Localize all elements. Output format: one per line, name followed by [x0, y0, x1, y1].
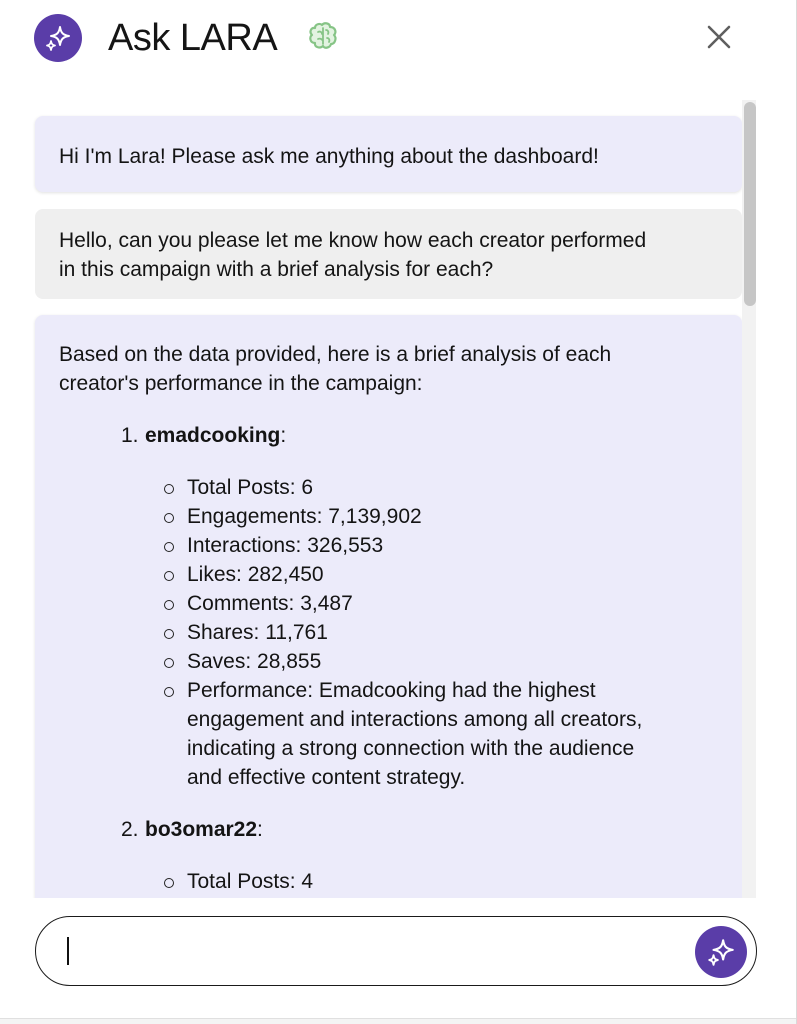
bullet	[164, 629, 174, 639]
message-text: Hi I'm Lara! Please ask me anything about the dashboard!	[59, 145, 599, 168]
performance-line: and effective content strategy.	[187, 766, 466, 789]
bot-message	[35, 315, 742, 898]
bullet	[164, 571, 174, 581]
performance-line: indicating a strong connection with the audience	[187, 737, 635, 760]
creator-name-suffix: :	[280, 424, 287, 447]
performance-item	[163, 676, 683, 792]
creator-stats-list	[163, 867, 718, 896]
stat-text: Total Posts: 4	[187, 870, 314, 893]
lara-logo	[34, 14, 82, 62]
message-line: creator's performance in the campaign:	[59, 372, 423, 395]
message-line: Hello, can you please let me know how each creator performed	[59, 229, 647, 252]
panel-title: Ask LARA	[108, 17, 278, 59]
stat-text: Comments: 3,487	[187, 592, 353, 615]
send-button[interactable]	[695, 926, 747, 978]
bullet	[164, 600, 174, 610]
bullet	[164, 513, 174, 523]
stat-text: Likes: 282,450	[187, 563, 324, 586]
text-caret	[67, 937, 69, 965]
stat-item	[163, 502, 683, 531]
stat-item	[163, 531, 683, 560]
stat-text: Saves: 28,855	[187, 650, 322, 673]
creator-name-suffix: :	[257, 818, 263, 841]
creator-name: emadcooking	[145, 424, 281, 447]
close-icon	[706, 24, 732, 50]
stat-text: Shares: 11,761	[187, 621, 328, 644]
bullet	[164, 687, 174, 697]
list-number: 2.	[121, 818, 139, 841]
bullet	[164, 484, 174, 494]
message-line: in this campaign with a brief analysis for each?	[59, 258, 494, 281]
chat-messages[interactable]	[0, 100, 797, 898]
stat-text: Engagements: 7,139,902	[187, 505, 422, 528]
stat-text: Interactions: 326,553	[187, 534, 384, 557]
chat-header	[0, 0, 797, 86]
sparkles-icon	[705, 936, 737, 968]
stat-text: Total Posts: 6	[187, 476, 314, 499]
list-number: 1.	[121, 424, 139, 447]
brain-icon	[306, 20, 342, 54]
message-line: Based on the data provided, here is a brief analysis of each	[59, 343, 612, 366]
message-input[interactable]	[64, 931, 684, 971]
user-message	[35, 209, 742, 299]
message-input-container	[35, 916, 757, 986]
sparkles-icon	[43, 23, 73, 53]
bullet	[164, 658, 174, 668]
creator-list-item	[121, 421, 718, 450]
performance-line: Performance: Emadcooking had the highest	[187, 679, 596, 702]
bullet	[164, 878, 174, 888]
creator-list-item	[121, 815, 718, 844]
bullet	[164, 542, 174, 552]
stat-item	[163, 589, 683, 618]
performance-line: engagement and interactions among all creators,	[187, 708, 643, 731]
scrollbar-thumb[interactable]	[744, 102, 756, 306]
stat-item	[163, 560, 683, 589]
creator-stats-list	[163, 473, 718, 792]
stat-item	[163, 473, 683, 502]
close-button[interactable]	[700, 18, 738, 56]
creator-name: bo3omar22	[145, 818, 258, 841]
stat-item	[163, 867, 683, 896]
panel-bottom-edge	[0, 1018, 797, 1024]
stat-item	[163, 647, 683, 676]
bot-message	[35, 116, 742, 192]
stat-item	[163, 618, 683, 647]
